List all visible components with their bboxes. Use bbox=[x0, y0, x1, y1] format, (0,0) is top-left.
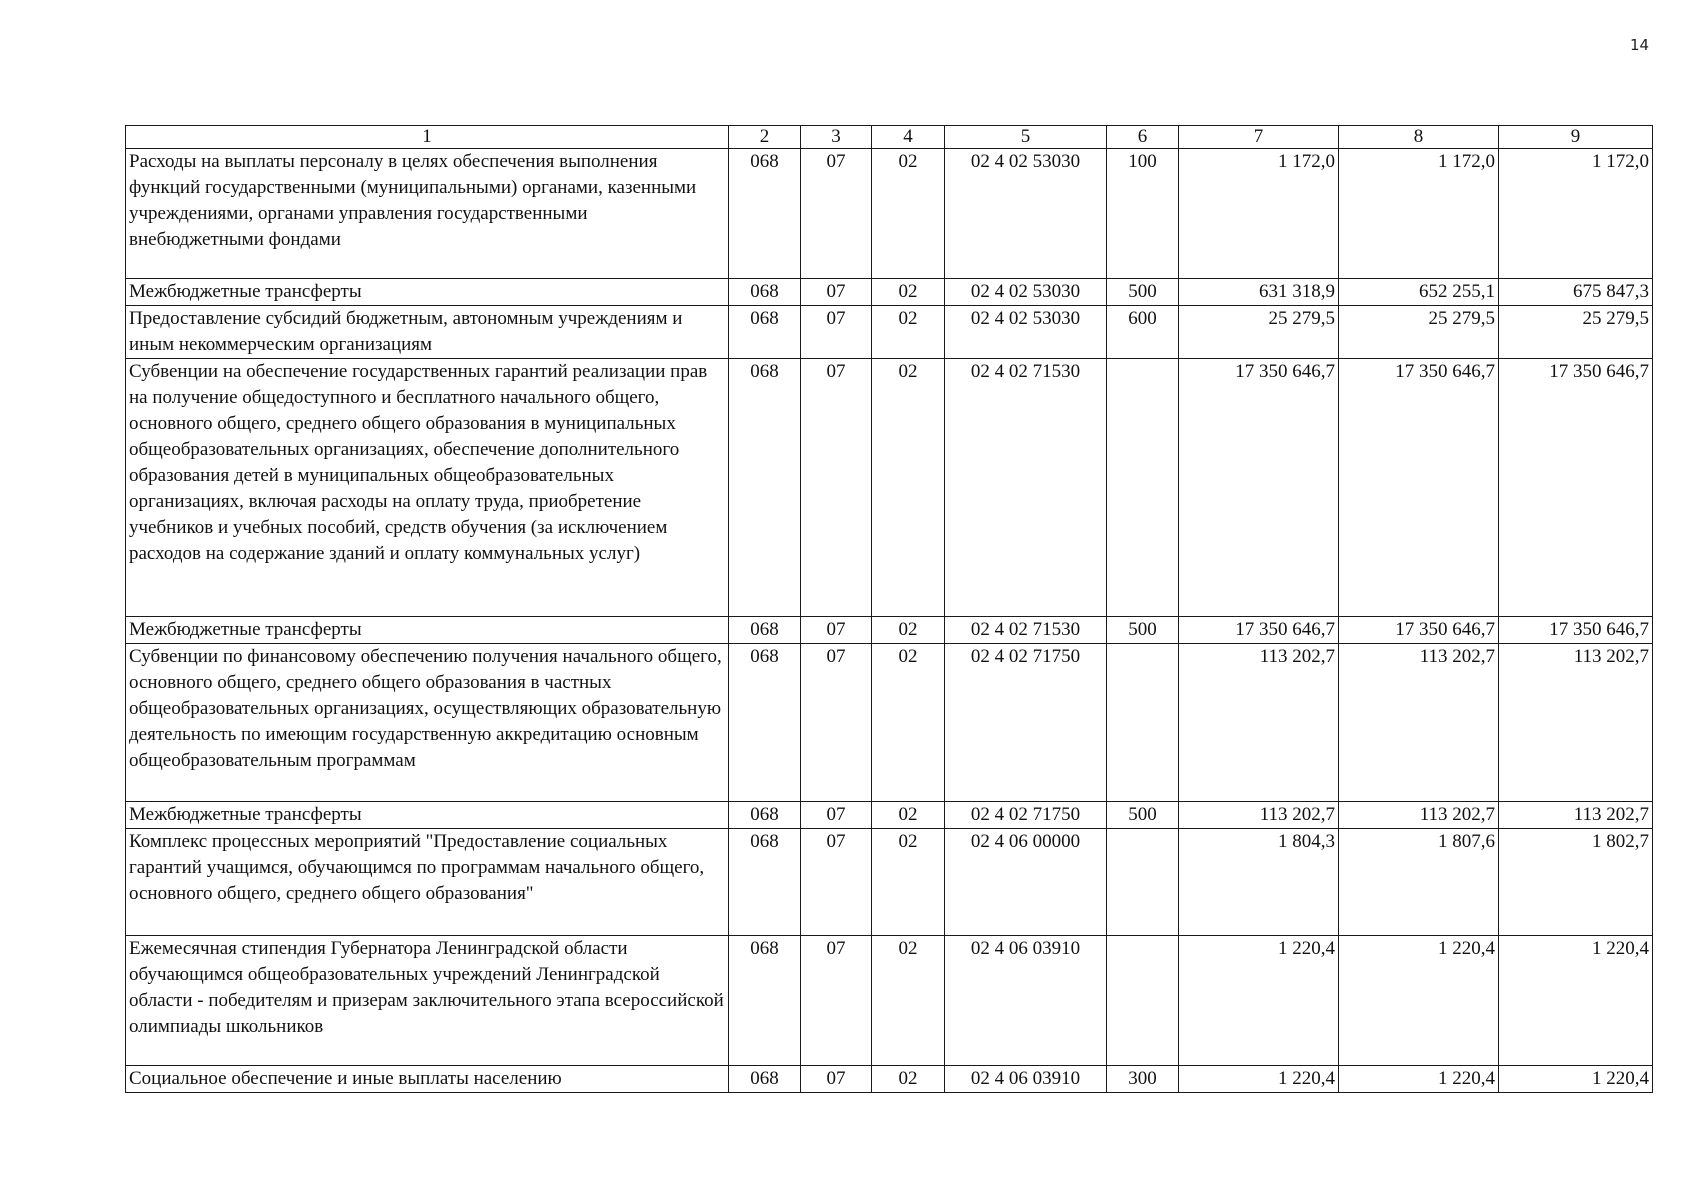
cell-target-article: 02 4 06 00000 bbox=[945, 829, 1107, 936]
cell-expense-type: 300 bbox=[1107, 1066, 1179, 1093]
cell-subsection: 02 bbox=[872, 617, 945, 644]
column-header: 5 bbox=[945, 126, 1107, 149]
cell-amount: 113 202,7 bbox=[1499, 802, 1653, 829]
cell-target-article: 02 4 02 53030 bbox=[945, 149, 1107, 279]
cell-amount: 1 172,0 bbox=[1499, 149, 1653, 279]
cell-expense-type: 100 bbox=[1107, 149, 1179, 279]
cell-expense-type bbox=[1107, 936, 1179, 1066]
cell-subsection: 02 bbox=[872, 306, 945, 359]
cell-code: 068 bbox=[729, 359, 801, 617]
cell-amount: 1 807,6 bbox=[1339, 829, 1499, 936]
column-header: 7 bbox=[1179, 126, 1339, 149]
cell-expense-type bbox=[1107, 829, 1179, 936]
cell-target-article: 02 4 06 03910 bbox=[945, 1066, 1107, 1093]
cell-section: 07 bbox=[801, 617, 872, 644]
cell-section: 07 bbox=[801, 802, 872, 829]
cell-amount: 17 350 646,7 bbox=[1179, 359, 1339, 617]
cell-amount: 25 279,5 bbox=[1499, 306, 1653, 359]
cell-amount: 17 350 646,7 bbox=[1339, 359, 1499, 617]
cell-amount: 675 847,3 bbox=[1499, 279, 1653, 306]
cell-amount: 113 202,7 bbox=[1179, 644, 1339, 802]
cell-section: 07 bbox=[801, 306, 872, 359]
row-description: Субвенции по финансовому обеспечению получения начального общего, основного общего, среднего общего образования в частных общеобразовательных организациях, осуществляющих образовательную деятельность по имеющим государственную аккредитацию основным общеобразовательным программам bbox=[126, 644, 729, 802]
cell-section: 07 bbox=[801, 359, 872, 617]
table-row bbox=[126, 829, 1653, 936]
table-row bbox=[126, 644, 1653, 802]
cell-subsection: 02 bbox=[872, 802, 945, 829]
cell-amount: 1 220,4 bbox=[1179, 936, 1339, 1066]
cell-target-article: 02 4 02 71530 bbox=[945, 617, 1107, 644]
cell-expense-type: 500 bbox=[1107, 279, 1179, 306]
header-row bbox=[126, 126, 1653, 149]
cell-subsection: 02 bbox=[872, 1066, 945, 1093]
cell-code: 068 bbox=[729, 306, 801, 359]
cell-amount: 17 350 646,7 bbox=[1179, 617, 1339, 644]
cell-subsection: 02 bbox=[872, 644, 945, 802]
table-row bbox=[126, 802, 1653, 829]
cell-amount: 1 172,0 bbox=[1339, 149, 1499, 279]
cell-amount: 1 220,4 bbox=[1499, 1066, 1653, 1093]
cell-amount: 1 220,4 bbox=[1499, 936, 1653, 1066]
cell-amount: 1 802,7 bbox=[1499, 829, 1653, 936]
row-description: Комплекс процессных мероприятий "Предоставление социальных гарантий учащимся, обучающимся по программам начального общего, основного общего, среднего общего образования" bbox=[126, 829, 729, 936]
cell-amount: 113 202,7 bbox=[1499, 644, 1653, 802]
cell-subsection: 02 bbox=[872, 936, 945, 1066]
table-row bbox=[126, 1066, 1653, 1093]
cell-amount: 113 202,7 bbox=[1339, 802, 1499, 829]
cell-amount: 17 350 646,7 bbox=[1339, 617, 1499, 644]
row-description: Предоставление субсидий бюджетным, автономным учреждениям и иным некоммерческим организациям bbox=[126, 306, 729, 359]
cell-section: 07 bbox=[801, 279, 872, 306]
cell-expense-type bbox=[1107, 359, 1179, 617]
cell-code: 068 bbox=[729, 829, 801, 936]
row-description: Расходы на выплаты персоналу в целях обеспечения выполнения функций государственными (муниципальными) органами, казенными учреждениями, органами управления государственными внебюджетными фондами bbox=[126, 149, 729, 279]
cell-code: 068 bbox=[729, 644, 801, 802]
cell-amount: 17 350 646,7 bbox=[1499, 617, 1653, 644]
column-header: 1 bbox=[126, 126, 729, 149]
row-description: Социальное обеспечение и иные выплаты населению bbox=[126, 1066, 729, 1093]
column-header: 4 bbox=[872, 126, 945, 149]
cell-amount: 1 220,4 bbox=[1179, 1066, 1339, 1093]
cell-code: 068 bbox=[729, 149, 801, 279]
cell-code: 068 bbox=[729, 617, 801, 644]
table-row bbox=[126, 359, 1653, 617]
row-description: Субвенции на обеспечение государственных гарантий реализации прав на получение общедоступного и бесплатного начального общего, основного общего, среднего общего образования в муниципальных общеобразовательных организациях, обеспечение дополнительного образования детей в муниципальных общеобразовательных организациях, включая расходы на оплату труда, приобретение учебников и учебных пособий, средств обучения (за исключением расходов на содержание зданий и оплату коммунальных услуг) bbox=[126, 359, 729, 617]
column-header: 8 bbox=[1339, 126, 1499, 149]
column-header: 9 bbox=[1499, 126, 1653, 149]
row-description: Межбюджетные трансферты bbox=[126, 279, 729, 306]
cell-target-article: 02 4 02 53030 bbox=[945, 306, 1107, 359]
cell-expense-type bbox=[1107, 644, 1179, 802]
table-row bbox=[126, 279, 1653, 306]
cell-amount: 652 255,1 bbox=[1339, 279, 1499, 306]
cell-target-article: 02 4 02 71530 bbox=[945, 359, 1107, 617]
cell-section: 07 bbox=[801, 149, 872, 279]
cell-expense-type: 500 bbox=[1107, 802, 1179, 829]
cell-amount: 25 279,5 bbox=[1179, 306, 1339, 359]
row-description: Межбюджетные трансферты bbox=[126, 802, 729, 829]
cell-amount: 1 804,3 bbox=[1179, 829, 1339, 936]
cell-code: 068 bbox=[729, 279, 801, 306]
table-row bbox=[126, 617, 1653, 644]
cell-code: 068 bbox=[729, 1066, 801, 1093]
table-row bbox=[126, 306, 1653, 359]
cell-target-article: 02 4 02 53030 bbox=[945, 279, 1107, 306]
cell-section: 07 bbox=[801, 829, 872, 936]
cell-amount: 1 220,4 bbox=[1339, 1066, 1499, 1093]
budget-table bbox=[125, 125, 1653, 1093]
page-number: 14 bbox=[1630, 36, 1650, 54]
cell-amount: 113 202,7 bbox=[1339, 644, 1499, 802]
column-header: 3 bbox=[801, 126, 872, 149]
cell-subsection: 02 bbox=[872, 149, 945, 279]
cell-amount: 113 202,7 bbox=[1179, 802, 1339, 829]
cell-code: 068 bbox=[729, 936, 801, 1066]
row-description: Ежемесячная стипендия Губернатора Ленинградской области обучающимся общеобразовательных учреждений Ленинградской области - победителям и призерам заключительного этапа всероссийской олимпиады школьников bbox=[126, 936, 729, 1066]
cell-target-article: 02 4 06 03910 bbox=[945, 936, 1107, 1066]
row-description: Межбюджетные трансферты bbox=[126, 617, 729, 644]
cell-target-article: 02 4 02 71750 bbox=[945, 644, 1107, 802]
table-row bbox=[126, 149, 1653, 279]
cell-amount: 25 279,5 bbox=[1339, 306, 1499, 359]
cell-subsection: 02 bbox=[872, 829, 945, 936]
cell-expense-type: 600 bbox=[1107, 306, 1179, 359]
cell-subsection: 02 bbox=[872, 279, 945, 306]
cell-section: 07 bbox=[801, 644, 872, 802]
cell-subsection: 02 bbox=[872, 359, 945, 617]
cell-section: 07 bbox=[801, 1066, 872, 1093]
cell-target-article: 02 4 02 71750 bbox=[945, 802, 1107, 829]
table-row bbox=[126, 936, 1653, 1066]
cell-amount: 631 318,9 bbox=[1179, 279, 1339, 306]
cell-amount: 1 220,4 bbox=[1339, 936, 1499, 1066]
cell-code: 068 bbox=[729, 802, 801, 829]
cell-section: 07 bbox=[801, 936, 872, 1066]
cell-expense-type: 500 bbox=[1107, 617, 1179, 644]
cell-amount: 1 172,0 bbox=[1179, 149, 1339, 279]
column-header: 6 bbox=[1107, 126, 1179, 149]
column-header: 2 bbox=[729, 126, 801, 149]
cell-amount: 17 350 646,7 bbox=[1499, 359, 1653, 617]
